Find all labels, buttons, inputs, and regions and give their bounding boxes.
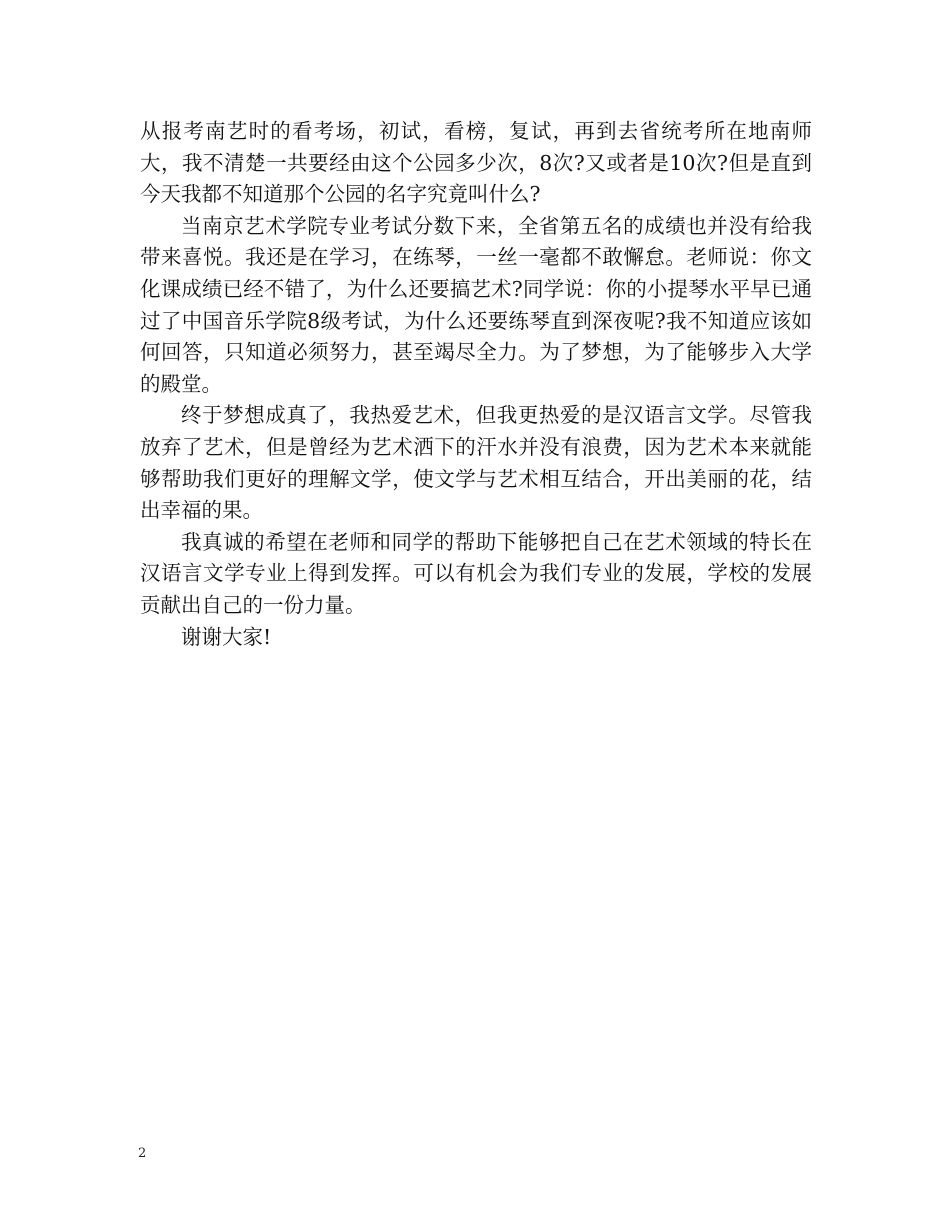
document-body	[140, 116, 812, 653]
paragraph-4: 我真诚的希望在老师和同学的帮助下能够把自己在艺术领域的特长在汉语言文学专业上得到发挥。可以有机会为我们专业的发展，学校的发展贡献出自己的一份力量。	[140, 529, 812, 617]
closing-paragraph: 谢谢大家!	[181, 624, 272, 649]
paragraph-3: 终于梦想成真了，我热爱艺术，但我更热爱的是汉语言文学。尽管我放弃了艺术，但是曾经为艺术洒下的汗水并没有浪费，因为艺术本来就能够帮助我们更好的理解文学，使文学与艺术相互结合，开出美丽的花，结出幸福的果。	[140, 403, 812, 523]
page-number: 2	[138, 1146, 147, 1161]
paragraph-2: 当南京艺术学院专业考试分数下来，全省第五名的成绩也并没有给我带来喜悦。我还是在学习，在练琴，一丝一毫都不敢懈怠。老师说：你文化课成绩已经不错了，为什么还要搞艺术?同学说：你的小提琴水平早已通过了中国音乐学院8级考试，为什么还要练琴直到深夜呢?我不知道应该如何回答，只知道必须努力，甚至竭尽全力。为了梦想，为了能够步入大学的殿堂。	[140, 213, 812, 396]
paragraph-1: 从报考南艺时的看考场，初试，看榜，复试，再到去省统考所在地南师大，我不清楚一共要经由这个公园多少次，8次?又或者是10次?但是直到今天我都不知道那个公园的名字究竟叫什么?	[140, 119, 812, 207]
